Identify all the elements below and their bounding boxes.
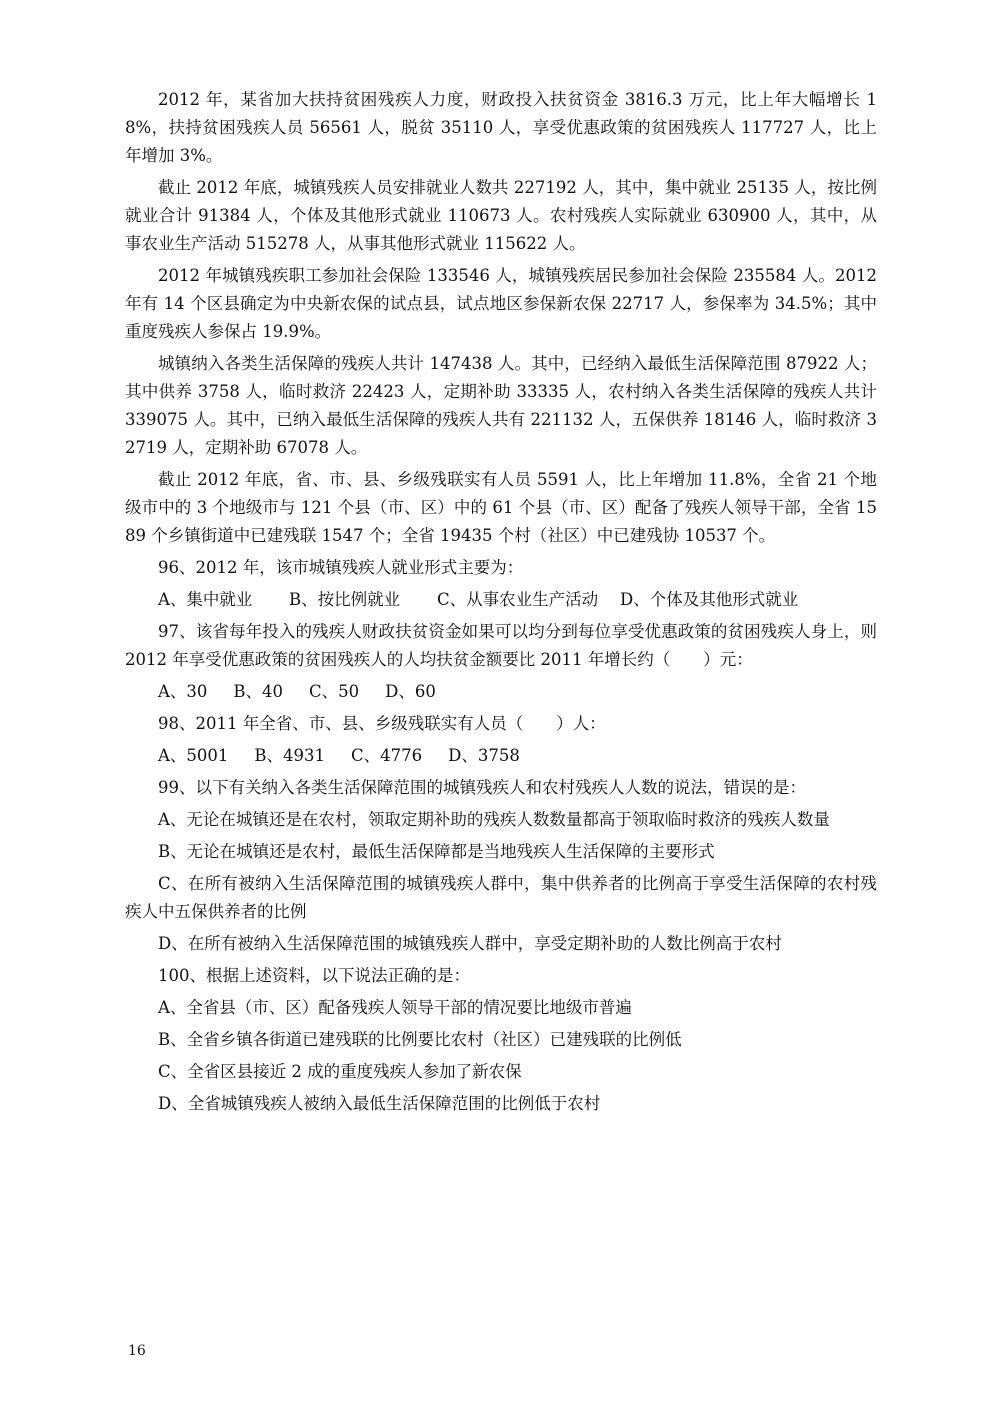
passage-paragraph-4: 城镇纳入各类生活保障的残疾人共计 147438 人。其中，已经纳入最低生活保障范围 87922 人；其中供养 3758 人，临时救济 22423 人，定期补助 33335 人，农村纳入各类生活保障的残疾人共计 339075 人。其中，已纳入最低生活保障的残疾人共有 221132 人，五保供养 18146 人，临时救济 32719 人，定期补助 67078 人。 [125, 354, 877, 457]
question-98-stem: 98、2011 年全省、市、县、乡级残联实有人员（ ）人： [158, 714, 606, 733]
passage-paragraph-5: 截止 2012 年底，省、市、县、乡级残联实有人员 5591 人，比上年增加 11.8%，全省 21 个地级市中的 3 个地级市与 121 个县（市、区）中的 61 个县（市、区）配备了残疾人领导干部，全省 1589 个乡镇街道中已建残联 1547 个；全省 19435 个村（社区）中已建残协 10537 个。 [125, 470, 877, 545]
page-number: 16 [128, 1343, 146, 1359]
question-98-option-c: C、4776 [351, 746, 423, 765]
question-97-option-a: A、30 [158, 682, 208, 701]
passage-paragraph-3: 2012 年城镇残疾职工参加社会保险 133546 人，城镇残疾居民参加社会保险 235584 人。2012 年有 14 个区县确定为中央新农保的试点县，试点地区参保新农保 22717 人，参保率为 34.5%；其中重度残疾人参保占 19.9%。 [125, 266, 877, 341]
question-99-option-a: A、无论在城镇还是在农村，领取定期补助的残疾人数数量都高于领取临时救济的残疾人数量 [158, 810, 830, 829]
question-97-stem: 97、该省每年投入的残疾人财政扶贫资金如果可以均分到每位享受优惠政策的贫困残疾人身上，则 2012 年享受优惠政策的贫困残疾人的人均扶贫金额要比 2011 年增长约（ ）元： [125, 622, 877, 669]
question-96-option-b: B、按比例就业 [289, 590, 401, 609]
question-99-option-c: C、在所有被纳入生活保障范围的城镇残疾人群中，集中供养者的比例高于享受生活保障的农村残疾人中五保供养者的比例 [125, 874, 877, 921]
question-97-options [125, 678, 877, 706]
question-96-option-d: D、个体及其他形式就业 [620, 590, 799, 609]
question-98-option-b: B、4931 [254, 746, 326, 765]
question-100-option-b: B、全省乡镇各街道已建残联的比例要比农村（社区）已建残联的比例低 [158, 1030, 682, 1049]
question-100-option-a: A、全省县（市、区）配备残疾人领导干部的情况要比地级市普遍 [158, 998, 632, 1017]
question-96-option-c: C、从事农业生产活动 [437, 590, 599, 609]
question-98-option-d: D、3758 [448, 746, 520, 765]
question-97-option-b: B、40 [233, 682, 284, 701]
question-99-option-d: D、在所有被纳入生活保障范围的城镇残疾人群中，享受定期补助的人数比例高于农村 [158, 934, 782, 953]
passage-paragraph-2: 截止 2012 年底，城镇残疾人员安排就业人数共 227192 人，其中，集中就业 25135 人，按比例就业合计 91384 人，个体及其他形式就业 110673 人。农村残疾人实际就业 630900 人，其中，从事农业生产活动 515278 人，从事其他形式就业 115622 人。 [125, 178, 877, 253]
question-96-option-a: A、集中就业 [158, 590, 253, 609]
document-body [125, 86, 877, 1122]
question-98-option-a: A、5001 [158, 746, 229, 765]
question-98-options [125, 742, 877, 770]
question-96-stem: 96、2012 年，该市城镇残疾人就业形式主要为： [158, 558, 524, 577]
question-100-stem: 100、根据上述资料，以下说法正确的是： [158, 966, 470, 985]
question-96-options [125, 586, 877, 614]
passage-paragraph-1: 2012 年，某省加大扶持贫困残疾人力度，财政投入扶贫资金 3816.3 万元，比上年大幅增长 18%，扶持贫困残疾人员 56561 人，脱贫 35110 人，享受优惠政策的贫困残疾人 117727 人，比上年增加 3%。 [125, 90, 877, 165]
question-99-option-b: B、无论在城镇还是农村，最低生活保障都是当地残疾人生活保障的主要形式 [158, 842, 715, 861]
question-100-option-d: D、全省城镇残疾人被纳入最低生活保障范围的比例低于农村 [158, 1094, 601, 1113]
question-99-stem: 99、以下有关纳入各类生活保障范围的城镇残疾人和农村残疾人人数的说法，错误的是： [158, 778, 806, 797]
question-97-option-c: C、50 [309, 682, 360, 701]
question-100-option-c: C、全省区县接近 2 成的重度残疾人参加了新农保 [158, 1062, 522, 1081]
question-97-option-d: D、60 [385, 682, 436, 701]
